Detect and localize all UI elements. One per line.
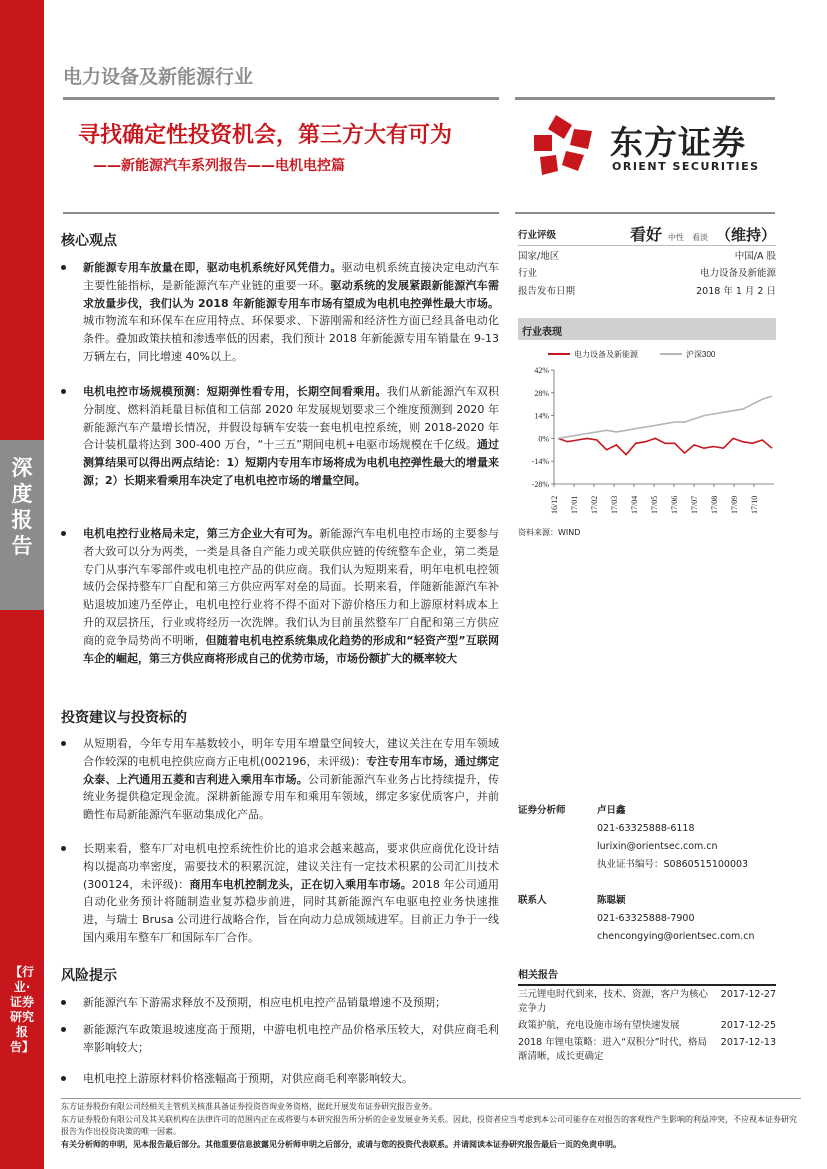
x-tick-label: 17/02 — [590, 495, 599, 514]
analyst-name: 卢日鑫 — [597, 805, 626, 816]
report-type-label: 深度报告 — [11, 456, 33, 558]
info-row: 国家/地区 中国/A 股 — [518, 250, 776, 262]
rating-bearish: 看淡 — [691, 233, 708, 242]
contact-name: 陈聪颖 — [597, 895, 626, 906]
core-point-2: 电机电控市场规模预测：短期弹性看专用，长期空间看乘用。我们从新能源汽车双积分制度、燃料消耗量目标值和工信部 2020 年发展规划要求三个维度预测到 2020 年新能源汽车产量增长情况，并假设每辆车安装一套电机电控系统，则 2018-2020 年合计装机量将达到 300-400 万台，“十三五”期间电机+电驱市场规模在千亿级。通过测算结果可以得出两点结论：1）短期内专用车市场将成为电机电控弹性最大的增量来源；2）长期来看乘用车决定了电机电控市场的增量空间。 — [61, 383, 499, 490]
report-title: 寻找确定性投资机会，第三方大有可为 — [78, 123, 453, 148]
contact-email[interactable]: chencongying@orientsec.com.cn — [597, 931, 755, 942]
legend-label: 电力设备及新能源 — [574, 350, 638, 359]
performance-heading: 行业表现 — [518, 318, 776, 340]
rating-hold: （维持） — [715, 226, 776, 244]
risk-heading: 风险提示 — [61, 968, 117, 984]
sidebar-red-bottom — [0, 610, 44, 1169]
related-heading: 相关报告 — [518, 966, 776, 986]
risk-item: 电机电控上游原材料价格涨幅高于预期，对供应商毛利率影响较大。 — [61, 1070, 499, 1088]
bullet-icon — [61, 531, 66, 536]
related-item[interactable]: 政策护航，充电设施市场有望快速发展 2017-12-25 — [518, 1020, 776, 1031]
divider — [63, 97, 499, 100]
report-subtitle: ——新能源汽车系列报告——电机电控篇 — [93, 158, 345, 174]
bullet-icon — [61, 265, 66, 270]
contact-block — [518, 892, 778, 948]
bullet-icon — [61, 741, 66, 746]
related-reports — [518, 966, 776, 1067]
x-tick-label: 17/07 — [690, 495, 699, 514]
risk-item: 新能源汽车下游需求释放不及预期，相应电机电控产品销量增速不及预期； — [61, 994, 499, 1012]
risk-item: 新能源汽车政策退坡速度高于预期，中游电机电控产品价格承压较大，对供应商毛利率影响较大； — [61, 1021, 499, 1057]
disclaimer-line: 有关分析师的申明，见本报告最后部分。其他重要信息披露见分析师申明之后部分，或请与您的投资代表联系。并请阅读本证券研究报告最后一页的免责申明。 — [61, 1139, 621, 1149]
contact-phone: 021-63325888-7900 — [597, 913, 695, 924]
contact-label: 联系人 — [518, 895, 547, 906]
legend-label: 沪深300 — [686, 350, 716, 359]
investment-heading: 投资建议与投资标的 — [61, 710, 187, 726]
related-item[interactable]: 三元锂电时代到来，技术、资源，客户为核心竞争力 2017-12-27 — [518, 989, 776, 1014]
analyst-phone: 021-63325888-6118 — [597, 823, 695, 834]
chart-source: 资料来源：WIND — [518, 528, 581, 537]
analyst-block — [518, 802, 778, 882]
rating-row — [518, 222, 776, 246]
logo-en-text: ORIENT SECURITIES — [612, 160, 760, 173]
core-point-1: 新能源专用车放量在即，驱动电机系统好风凭借力。驱动电机系统直接决定电动汽车主要性能指标，是新能源汽车产业链的重要一环。驱动系统的发展紧跟新能源汽车需求放量步伐，我们认为 2018 年新能源专用车市场有望成为电机电控弹性最大市场。城市物流车和环保车在应用特点、环保要求、下游刚需和经济性方面已经具备电动化条件。叠加政策扶植和渗透率低的因素，我们预计 2018 年新能源专用车销量在 9-13 万辆左右，同比增速 40%以上。 — [61, 259, 499, 366]
sidebar-red-top — [0, 0, 44, 440]
divider — [63, 212, 499, 214]
series-line — [558, 438, 772, 454]
y-tick-label: 42% — [534, 366, 549, 375]
analyst-label: 证券分析师 — [518, 805, 566, 816]
investment-point-1: 从短期看，今年专用车基数较小，明年专用车增量空间较大，建议关注在专用车领域合作较深的电机电控供应商方正电机(002196，未评级)：专注专用车市场，通过绑定众泰、上汽通用五菱和吉利进入乘用车市场。公司新能源汽车业务占比持续提升，传统业务提供稳定现金流。深耕新能源专用车和乘用车领域，绑定多家优质客户，并前瞻性布局新能源汽车驱动集成化产品。 — [61, 735, 499, 824]
rating-box — [518, 222, 776, 299]
y-tick-label: -14% — [531, 457, 549, 467]
x-tick-label: 16/12 — [550, 495, 559, 514]
related-item[interactable]: 2018 年锂电策略：进入“双积分”时代，格局渐清晰，成长更确定 2017-12-13 — [518, 1037, 776, 1062]
bullet-icon — [61, 1027, 66, 1032]
bullet-icon — [61, 1076, 66, 1081]
sidebar — [0, 0, 44, 1169]
bullet-icon — [61, 389, 66, 394]
report-category-label: 【行业·证券研究报告】 — [9, 965, 34, 1054]
y-tick-label: 14% — [534, 411, 549, 421]
disclaimer-footer — [61, 1098, 801, 1151]
y-tick-label: 0% — [538, 434, 549, 444]
x-tick-label: 17/10 — [750, 495, 759, 514]
company-logo — [526, 113, 776, 183]
divider — [515, 97, 775, 100]
x-tick-label: 17/05 — [650, 495, 659, 514]
industry-heading: 电力设备及新能源行业 — [63, 66, 254, 88]
disclaimer-line: 东方证券股份有限公司经相关主管机关核准具备证券投资咨询业务资格，据此开展发布证券研究报告业务。 — [61, 1102, 437, 1111]
analyst-email[interactable]: lurixin@orientsec.com.cn — [597, 841, 718, 852]
series-line — [558, 396, 772, 438]
x-tick-label: 17/08 — [710, 495, 719, 514]
x-tick-label: 17/01 — [570, 495, 579, 514]
performance-chart — [518, 342, 778, 522]
logo-mark-icon — [526, 113, 602, 183]
info-row: 行业 电力设备及新能源 — [518, 268, 776, 280]
bullet-icon — [61, 1000, 66, 1005]
rating-label: 行业评级 — [518, 229, 557, 241]
logo-cn-text: 东方证券 — [610, 123, 746, 162]
rating-value: 看好 — [629, 225, 662, 244]
x-tick-label: 17/09 — [730, 495, 739, 514]
x-tick-label: 17/06 — [670, 495, 679, 514]
bullet-icon — [61, 846, 66, 851]
analyst-cert: 执业证书编号：S0860515100003 — [597, 859, 749, 870]
x-tick-label: 17/03 — [610, 495, 619, 514]
y-tick-label: -28% — [531, 480, 549, 489]
core-view-heading: 核心观点 — [61, 233, 117, 249]
investment-point-2: 长期来看，整车厂对电机电控系统性价比的追求会越来越高，要求供应商优化设计结构以提高功率密度，需要技术的积累沉淀，建议关注有一定技术积累的公司汇川技术(300124，未评级)：商用车电机控制龙头，正在切入乘用车市场。2018 年公司通用自动化业务预计将随制造业复苏稳步前进，同时其新能源汽车电驱电控业务快速推进，与瑞士 Brusa 公司进行战略合作，旨在向动力总成领域进军。目前正力争于一线国内乘用车整车厂和国际车厂合作。 — [61, 840, 499, 947]
y-tick-label: 28% — [534, 388, 549, 398]
rating-neutral: 中性 — [667, 233, 684, 242]
info-row: 报告发布日期 2018 年 1 月 2 日 — [518, 285, 776, 297]
divider — [515, 212, 775, 214]
core-point-3: 电机电控行业格局未定，第三方企业大有可为。新能源汽车电机电控市场的主要参与者大致可以分为两类，一类是具备自产能力或关联供应链的传统整车企业，第二类是专门从事汽车零部件或电机电控产品的供应商。我们认为短期来看，明年电机电控领域仍会保持整车厂自配和第三方供应两军对垒的局面。长期来看，伴随新能源汽车补贴退坡加速乃至停止，电机电控行业将不得不面对下游价格压力和上游原材料成本上升的双层挤压，行业或将经历一次洗牌。我们认为目前虽然整车厂自配和第三方供应商的竞争局势尚不明晰，但随着电机电控系统集成化趋势的形成和“轻资产型”互联网车企的崛起，第三方供应商将形成自己的优势市场，市场份额扩大的概率较大 — [61, 525, 499, 667]
x-tick-label: 17/04 — [630, 495, 639, 514]
disclaimer-line: 东方证券股份有限公司及其关联机构在法律许可的范围内正在或将要与本研究报告所分析的企业发展业务关系。因此，投资者应当考虑到本公司可能存在对报告的客观性产生影响的利益冲突，不应视本证券研究报告为作出投资决策的唯一因素。 — [61, 1114, 797, 1136]
